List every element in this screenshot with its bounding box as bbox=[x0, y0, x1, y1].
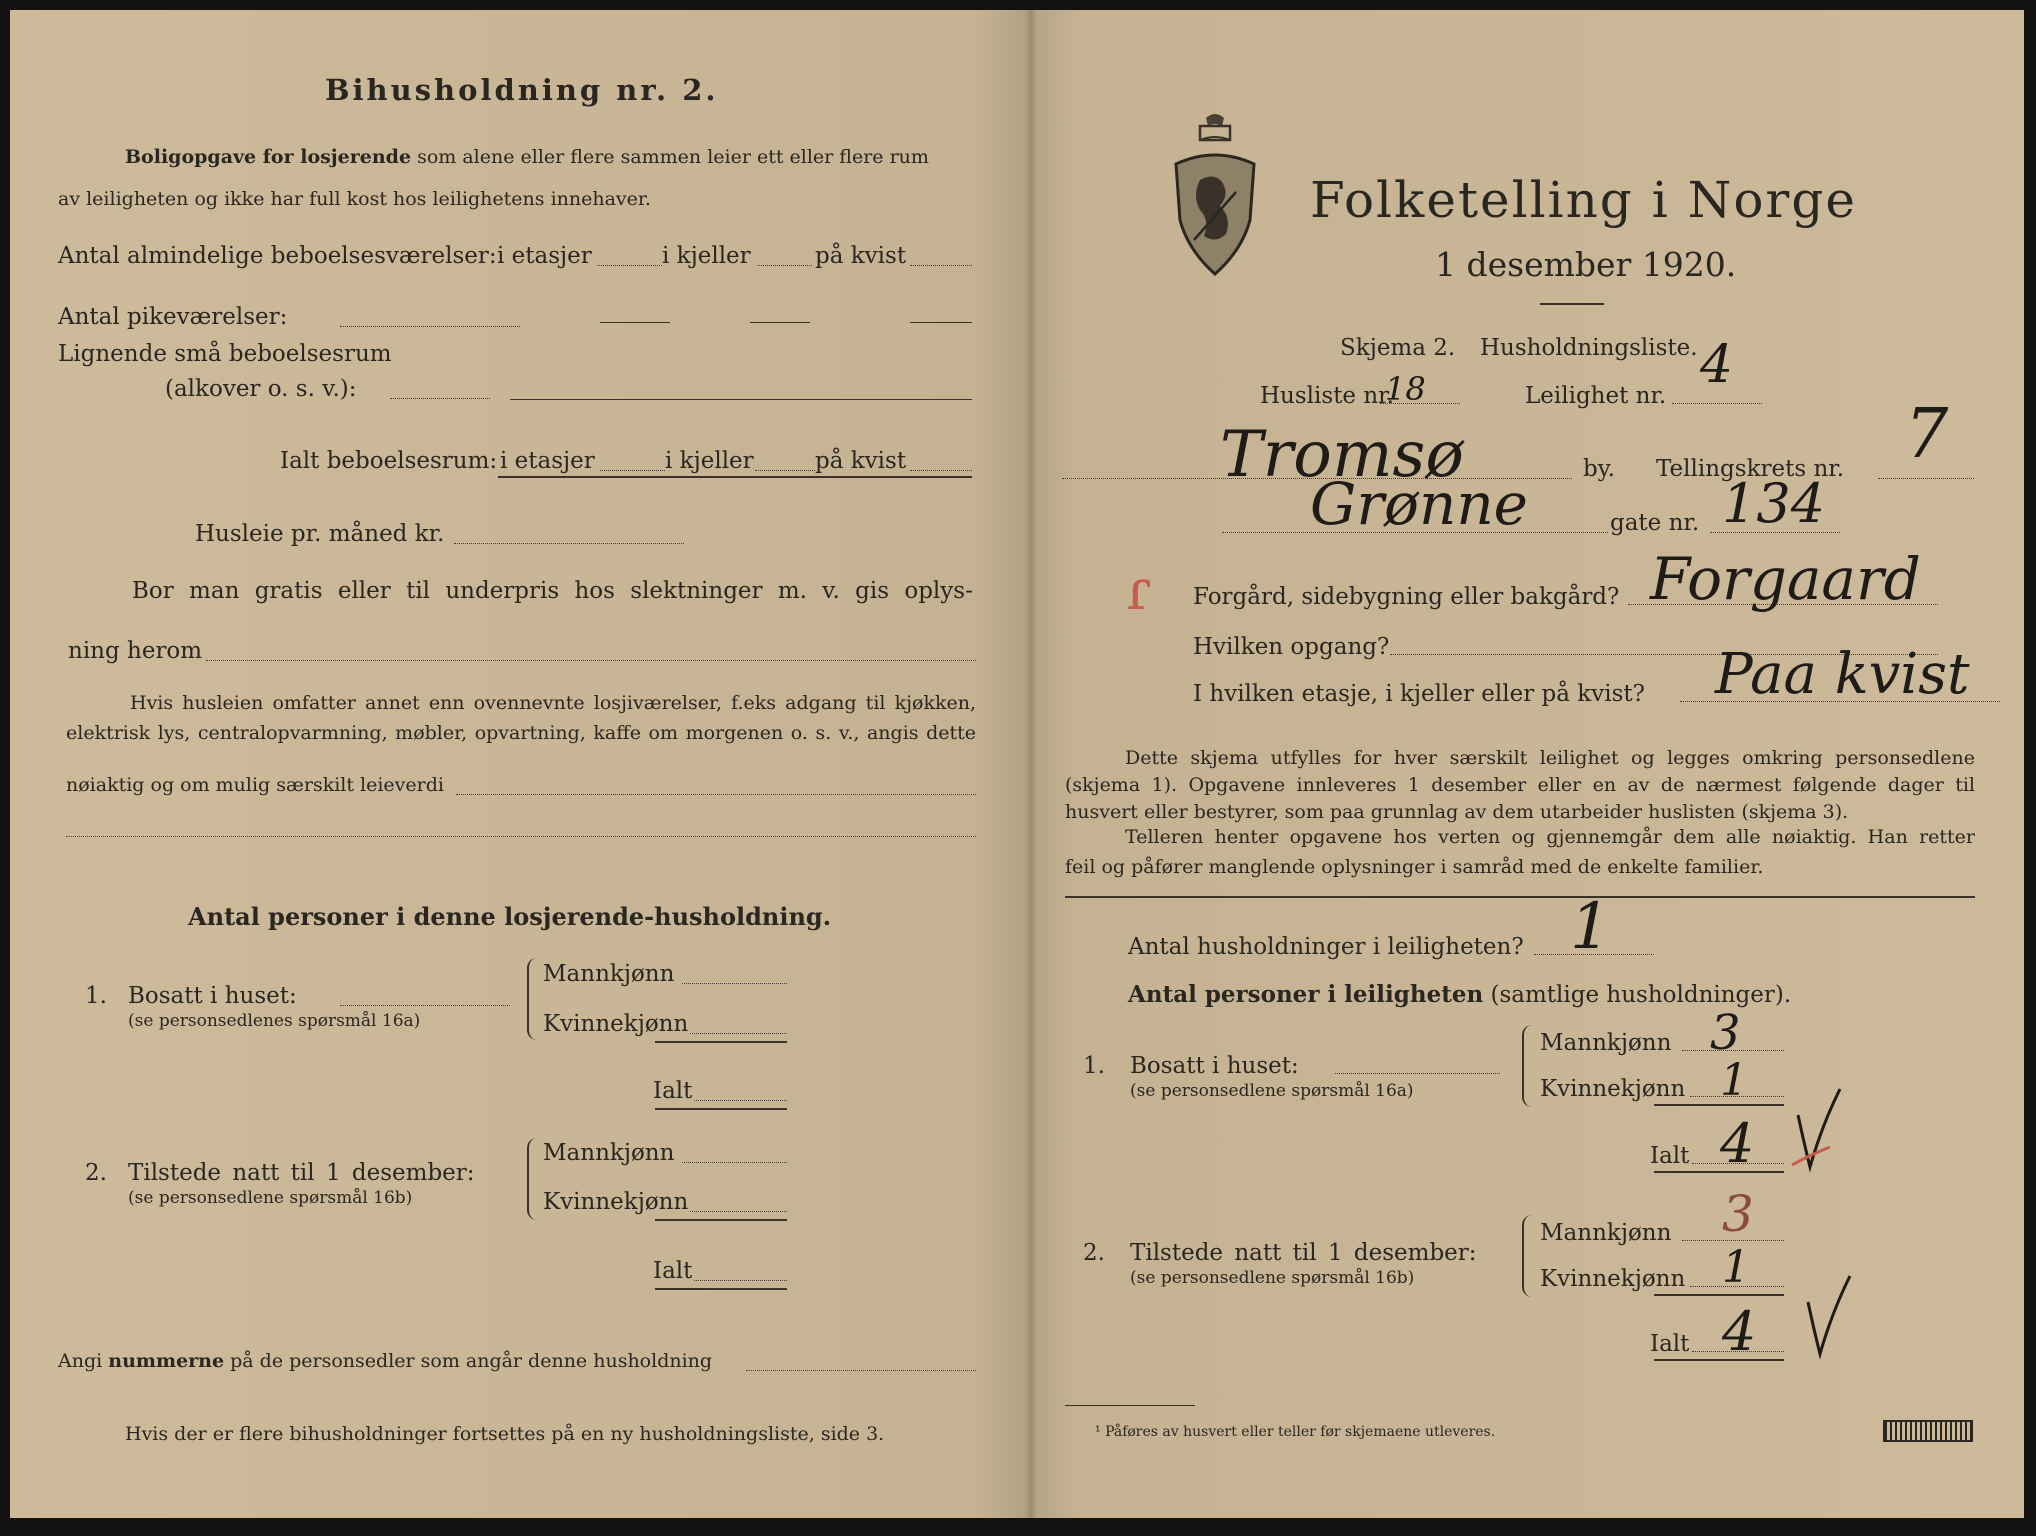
intro-line-1 bbox=[125, 148, 929, 167]
rooms-etasjer-field[interactable] bbox=[597, 265, 662, 266]
left-q1-kvinne-label: Kvinnekjønn bbox=[543, 1011, 689, 1037]
ialt-kjeller-label: i kjeller bbox=[665, 448, 754, 474]
right-q2-mann-label: Mannkjønn bbox=[1540, 1220, 1672, 1246]
right-date: 1 desember 1920. bbox=[1435, 245, 1737, 284]
left-q1-number: 1. bbox=[85, 983, 107, 1009]
ialt-etasjer-label: i etasjer bbox=[500, 448, 595, 474]
left-q2-ialt-label: Ialt bbox=[653, 1258, 693, 1284]
rooms-kvist-label: på kvist bbox=[815, 243, 907, 269]
skjema-label: Skjema 2. bbox=[1340, 335, 1456, 361]
left-q2-label: Tilstede natt til 1 desember: bbox=[128, 1160, 475, 1186]
page-fold bbox=[1025, 10, 1037, 1518]
opgang-question: Hvilken opgang? bbox=[1193, 634, 1390, 660]
right-persons-heading bbox=[1128, 983, 1791, 1007]
ialt-kjeller-field[interactable] bbox=[755, 470, 815, 471]
right-q2-kvinne-value: 1 bbox=[1722, 1242, 1750, 1293]
right-q1-ialt-value: 4 bbox=[1720, 1112, 1755, 1175]
hvis-last-line: nøiaktig og om mulig særskilt leieverdi bbox=[66, 774, 444, 796]
right-q1-brace bbox=[1522, 1025, 1534, 1107]
right-q1-label: Bosatt i huset: bbox=[1130, 1053, 1299, 1079]
husleie-field[interactable] bbox=[454, 543, 684, 544]
left-q1-kvinne-field[interactable] bbox=[690, 1033, 787, 1034]
printer-stamp bbox=[1883, 1420, 1973, 1442]
leieverdi-field[interactable] bbox=[456, 794, 976, 795]
gratis-field[interactable] bbox=[206, 660, 976, 661]
right-q1-kvinne-label: Kvinnekjønn bbox=[1540, 1076, 1686, 1102]
angi-text-2: på de personsedler som angår denne husholdning bbox=[230, 1350, 713, 1372]
leieverdi-field-2[interactable] bbox=[66, 836, 976, 837]
angi-field[interactable] bbox=[746, 1370, 976, 1371]
left-q2-kvinne-field[interactable] bbox=[690, 1211, 787, 1212]
right-q1-sum-rule bbox=[1654, 1104, 1784, 1106]
right-q2-ialt-label: Ialt bbox=[1650, 1331, 1690, 1357]
left-q2-mann-label: Mannkjønn bbox=[543, 1140, 675, 1166]
left-q2-mann-field[interactable] bbox=[682, 1162, 787, 1163]
pike-etasjer-field[interactable] bbox=[600, 322, 670, 323]
rooms-etasjer-label: i etasjer bbox=[497, 243, 592, 269]
right-q1-dots bbox=[1335, 1073, 1500, 1074]
gratis-line-2: ning herom bbox=[68, 638, 203, 664]
lignende-fields[interactable] bbox=[510, 399, 972, 400]
gratis-line-1: Bor man gratis eller til underpris hos slektninger m. v. gis oplys- bbox=[132, 578, 973, 604]
ialt-kvist-field[interactable] bbox=[910, 470, 972, 471]
krets-field[interactable] bbox=[1878, 478, 1974, 479]
right-q2-brace bbox=[1522, 1215, 1534, 1297]
rooms-label: Antal almindelige beboelsesværelser: bbox=[58, 243, 497, 269]
pike-kjeller-field[interactable] bbox=[750, 322, 810, 323]
census-form-sheet bbox=[10, 10, 2024, 1518]
angi-line bbox=[58, 1352, 712, 1371]
norway-coat-of-arms-icon bbox=[1170, 110, 1260, 278]
angi-text-1: Angi bbox=[58, 1350, 103, 1372]
left-title: Bihusholdning nr. 2. bbox=[325, 73, 719, 107]
left-q1-mann-field[interactable] bbox=[682, 983, 787, 984]
gate-label: gate nr. bbox=[1610, 510, 1700, 536]
right-q2-sub: (se personsedlene spørsmål 16b) bbox=[1130, 1268, 1415, 1288]
husliste-label: Husliste nr. bbox=[1260, 383, 1394, 409]
gate-nr-value: 134 bbox=[1722, 472, 1826, 535]
left-q1-mann-label: Mannkjønn bbox=[543, 961, 675, 987]
krets-label: Tellingskrets nr. bbox=[1656, 456, 1845, 482]
lignende-dots bbox=[390, 398, 490, 399]
ialt-etasjer-field[interactable] bbox=[600, 470, 665, 471]
title-divider bbox=[1540, 303, 1604, 305]
pike-kvist-field[interactable] bbox=[910, 322, 972, 323]
gate-value: Grønne bbox=[1310, 470, 1529, 538]
left-q1-ialt-rule bbox=[655, 1108, 787, 1110]
right-persons-bold: Antal personer i leiligheten bbox=[1128, 981, 1484, 1008]
left-persons-heading: Antal personer i denne losjerende-husholdning. bbox=[188, 902, 832, 931]
right-title: Folketelling i Norge bbox=[1310, 171, 1857, 229]
right-q2-sum-rule bbox=[1654, 1294, 1784, 1296]
right-q1-kvinne-value: 1 bbox=[1720, 1055, 1748, 1106]
left-q2-kvinne-label: Kvinnekjønn bbox=[543, 1189, 689, 1215]
angi-bold: nummerne bbox=[108, 1350, 225, 1372]
etasje-value: Paa kvist bbox=[1715, 642, 1970, 707]
right-q1-mann-label: Mannkjønn bbox=[1540, 1030, 1672, 1056]
left-q2-ialt-field[interactable] bbox=[694, 1280, 787, 1281]
left-footer: Hvis der er flere bihusholdninger fortsettes på en ny husholdningsliste, side 3. bbox=[125, 1423, 885, 1445]
lignende-label-2: (alkover o. s. v.): bbox=[165, 376, 357, 402]
right-q2-mann-value: 3 bbox=[1722, 1185, 1754, 1243]
households-value: 1 bbox=[1570, 890, 1611, 964]
left-q2-number: 2. bbox=[85, 1160, 107, 1186]
skjema-title: Husholdningsliste. bbox=[1480, 335, 1698, 361]
ialt-rooms-label: Ialt beboelsesrum: bbox=[280, 448, 498, 474]
right-q2-number: 2. bbox=[1083, 1240, 1105, 1266]
right-persons-rest: (samtlige husholdninger). bbox=[1490, 982, 1792, 1008]
husliste-value: 18 bbox=[1385, 370, 1426, 408]
leilighet-label: Leilighet nr. bbox=[1525, 383, 1667, 409]
info-paragraph-2-last: feil og påfører manglende oplysninger i samråd med de enkelte familier. bbox=[1065, 856, 1764, 878]
left-q2-brace bbox=[527, 1138, 539, 1220]
by-label: by. bbox=[1583, 456, 1615, 482]
right-q1-ialt-rule bbox=[1654, 1171, 1784, 1173]
right-q2-ialt-rule bbox=[1654, 1359, 1784, 1361]
pike-dots bbox=[340, 326, 520, 327]
left-q1-ialt-label: Ialt bbox=[653, 1078, 693, 1104]
right-q2-ialt-value: 4 bbox=[1722, 1300, 1757, 1363]
left-q1-sum-rule bbox=[655, 1041, 787, 1043]
q2-tick-mark-icon bbox=[1800, 1272, 1860, 1362]
lignende-label-1: Lignende små beboelsesrum bbox=[58, 341, 392, 367]
pike-label: Antal pikeværelser: bbox=[58, 304, 288, 330]
red-check-mark: ɾ bbox=[1126, 558, 1152, 623]
right-q2-label: Tilstede natt til 1 desember: bbox=[1130, 1240, 1477, 1266]
left-q2-sub: (se personsedlene spørsmål 16b) bbox=[128, 1188, 413, 1208]
forgaard-question: Forgård, sidebygning eller bakgård? bbox=[1193, 584, 1620, 610]
intro-rest: som alene eller flere sammen leier ett eller flere rum bbox=[417, 146, 929, 168]
info-paragraph-2: Telleren henter opgavene hos verten og gjennemgår dem alle nøiaktig. Han retter bbox=[1125, 826, 1975, 848]
krets-value: 7 bbox=[1905, 395, 1949, 474]
footnote-text: ¹ Påføres av husvert eller teller før skjemaene utleveres. bbox=[1095, 1424, 1496, 1440]
right-q1-sub: (se personsedlene spørsmål 16a) bbox=[1130, 1081, 1414, 1101]
left-q1-ialt-field[interactable] bbox=[694, 1100, 787, 1101]
right-q2-kvinne-label: Kvinnekjønn bbox=[1540, 1266, 1686, 1292]
info-divider bbox=[1065, 896, 1975, 898]
right-q1-mann-value: 3 bbox=[1710, 1005, 1741, 1061]
by-value: Tromsø bbox=[1220, 418, 1464, 492]
info-paragraph-1: Dette skjema utfylles for hver særskilt leilighet og legges omkring personsedlene (skjema 1). Opgavene innleveres 1 desember eller en av de nærmest følgende dager til bbox=[1065, 747, 1975, 796]
left-q1-sub: (se personsedlenes spørsmål 16a) bbox=[128, 1011, 421, 1031]
right-q1-number: 1. bbox=[1083, 1053, 1105, 1079]
leilighet-field[interactable] bbox=[1672, 403, 1762, 404]
intro-bold: Boligopgave for losjerende bbox=[125, 146, 412, 168]
intro-line-2: av leiligheten og ikke har full kost hos leilighetens innehaver. bbox=[58, 188, 651, 210]
info-paragraph-1-last: husvert eller bestyrer, som paa grunnlag av dem utarbeider huslisten (skjema 3). bbox=[1065, 801, 1849, 823]
forgaard-value: Forgaard bbox=[1650, 545, 1921, 613]
rooms-kvist-field[interactable] bbox=[910, 265, 972, 266]
leilighet-value: 4 bbox=[1700, 335, 1734, 395]
hvis-paragraph: Hvis husleien omfatter annet enn ovennevnte losjiværelser, f.eks adgang til kjøkken, elektrisk lys, centralopvarmning, møbler, opvartning, kaffe om morgenen o. s. v., angis dette bbox=[66, 692, 976, 744]
households-label: Antal husholdninger i leiligheten? bbox=[1128, 934, 1524, 960]
left-q2-sum-rule bbox=[655, 1219, 787, 1221]
rooms-kjeller-label: i kjeller bbox=[662, 243, 751, 269]
footnote-rule bbox=[1065, 1405, 1195, 1406]
ialt-kvist-label: på kvist bbox=[815, 448, 907, 474]
ialt-underline bbox=[498, 476, 972, 478]
q1-tick-mark-icon bbox=[1790, 1085, 1850, 1175]
etasje-question: I hvilken etasje, i kjeller eller på kvist? bbox=[1193, 681, 1645, 707]
left-q1-dots bbox=[340, 1005, 510, 1006]
left-q1-label: Bosatt i huset: bbox=[128, 983, 297, 1009]
rooms-kjeller-field[interactable] bbox=[757, 265, 812, 266]
husleie-label: Husleie pr. måned kr. bbox=[195, 521, 445, 547]
left-q1-brace bbox=[527, 958, 539, 1040]
left-q2-ialt-rule bbox=[655, 1288, 787, 1290]
right-q1-ialt-label: Ialt bbox=[1650, 1143, 1690, 1169]
